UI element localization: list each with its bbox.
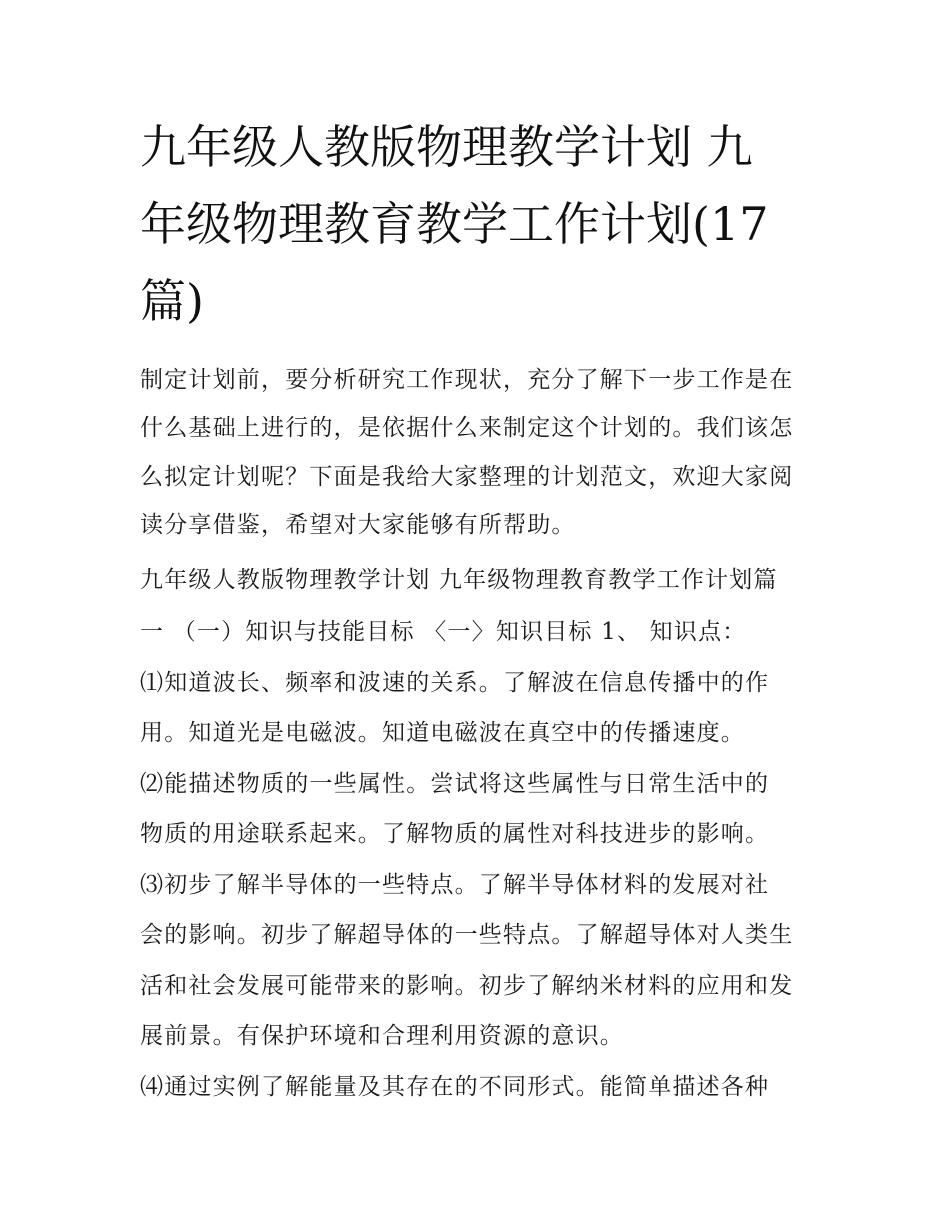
body-line-10: 物质的用途联系起来。了解物质的属性对科技进步的影响。 [140,821,770,847]
body-line-11: ⑶初步了解半导体的一些特点。了解半导体材料的发展对社 [140,872,770,898]
body-line-4: 读分享借鉴，希望对大家能够有所帮助。 [140,512,576,538]
body-line-13: 活和社会发展可能带来的影响。初步了解纳米材料的应用和发 [140,973,794,999]
body-line-5: 九年级人教版物理教学计划 九年级物理教育教学工作计划篇 [140,567,778,593]
body-line-9: ⑵能描述物质的一些属性。尝试将这些属性与日常生活中的 [140,771,770,797]
document-title-line-3: 篇) [140,274,204,328]
body-line-2: 什么基础上进行的，是依据什么来制定这个计划的。我们该怎 [140,415,794,441]
document-title-line-2: 年级物理教育教学工作计划(17 [140,197,769,251]
body-line-14: 展前景。有保护环境和合理利用资源的意识。 [140,1023,624,1049]
body-line-1: 制定计划前，要分析研究工作现状，充分了解下一步工作是在 [140,367,794,393]
body-line-3: 么拟定计划呢？下面是我给大家整理的计划范文，欢迎大家阅 [140,464,794,490]
body-line-15: ⑷通过实例了解能量及其存在的不同形式。能简单描述各种 [140,1074,770,1100]
body-line-6: 一 （一）知识与技能目标 〈一〉知识目标 1、 知识点： [140,619,747,645]
body-line-12: 会的影响。初步了解超导体的一些特点。了解超导体对人类生 [140,922,794,948]
body-line-8: 用。知道光是电磁波。知道电磁波在真空中的传播速度。 [140,720,745,746]
document-title-line-1: 九年级人教版物理教学计划 九 [140,120,753,174]
body-line-7: ⑴知道波长、频率和波速的关系。了解波在信息传播中的作 [140,670,770,696]
